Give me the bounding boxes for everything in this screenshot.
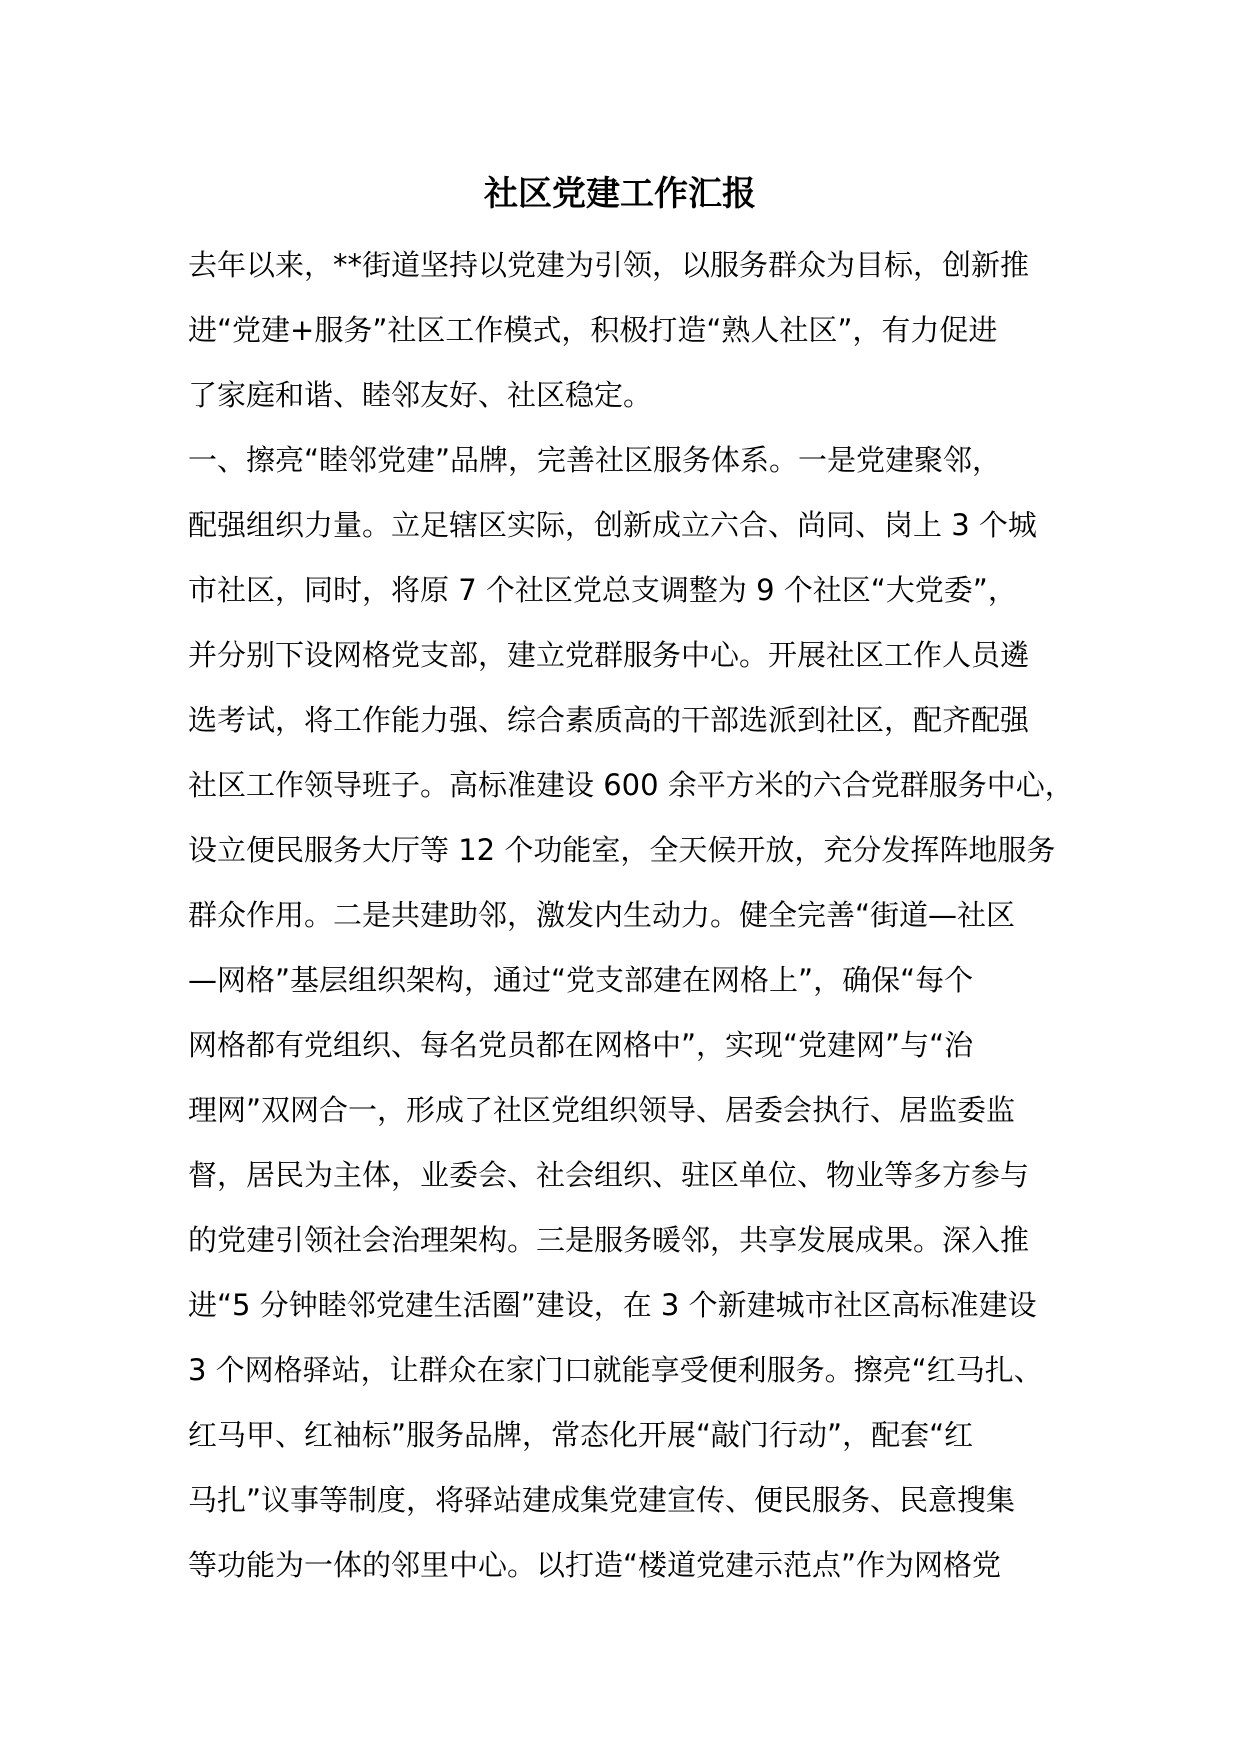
text-line: 群众作用。二是共建助邻，激发内生动力。健全完善“街道—社区	[188, 898, 1016, 932]
text-line: 并分别下设网格党支部，建立党群服务中心。开展社区工作人员遴	[188, 638, 1030, 672]
text-line: 去年以来，**街道坚持以党建为引领，以服务群众为目标，创新推	[188, 248, 1030, 282]
text-line: 督，居民为主体，业委会、社会组织、驻区单位、物业等多方参与	[188, 1158, 1030, 1192]
document-title: 社区党建工作汇报	[484, 174, 756, 214]
text-line: 等功能为一体的邻里中心。以打造“楼道党建示范点”作为网格党	[188, 1548, 1002, 1582]
text-line: 进“党建+服务”社区工作模式，积极打造“熟人社区”，有力促进	[188, 313, 998, 347]
text-line: 马扎”议事等制度，将驿站建成集党建宣传、便民服务、民意搜集	[188, 1483, 1016, 1517]
text-line: 理网”双网合一，形成了社区党组织领导、居委会执行、居监委监	[188, 1093, 1016, 1127]
text-line: 设立便民服务大厅等 12 个功能室，全天候开放，充分发挥阵地服务	[188, 833, 1056, 867]
text-line: 的党建引领社会治理架构。三是服务暖邻，共享发展成果。深入推	[188, 1223, 1030, 1257]
text-line: 了家庭和谐、睦邻友好、社区稳定。	[188, 378, 653, 412]
text-line: —网格”基层组织架构，通过“党支部建在网格上”，确保“每个	[188, 963, 974, 997]
text-line: 配强组织力量。立足辖区实际，创新成立六合、尚同、岗上 3 个城	[188, 508, 1037, 542]
text-line: 市社区，同时，将原 7 个社区党总支调整为 9 个社区“大党委”，	[188, 573, 1017, 607]
text-line: 选考试，将工作能力强、综合素质高的干部选派到社区，配齐配强	[188, 703, 1030, 737]
text-line: 社区工作领导班子。高标准建设 600 余平方米的六合党群服务中心，	[188, 768, 1074, 802]
text-line: 进“5 分钟睦邻党建生活圈”建设，在 3 个新建城市社区高标准建设	[188, 1288, 1037, 1322]
document-body	[188, 233, 1088, 1598]
text-line: 3 个网格驿站，让群众在家门口就能享受便利服务。擦亮“红马扎、	[188, 1353, 1043, 1387]
text-line: 一、擦亮“睦邻党建”品牌，完善社区服务体系。一是党建聚邻，	[188, 443, 1002, 477]
text-line: 网格都有党组织、每名党员都在网格中”，实现“党建网”与“治	[188, 1028, 974, 1062]
text-line: 红马甲、红袖标”服务品牌，常态化开展“敲门行动”，配套“红	[188, 1418, 974, 1452]
